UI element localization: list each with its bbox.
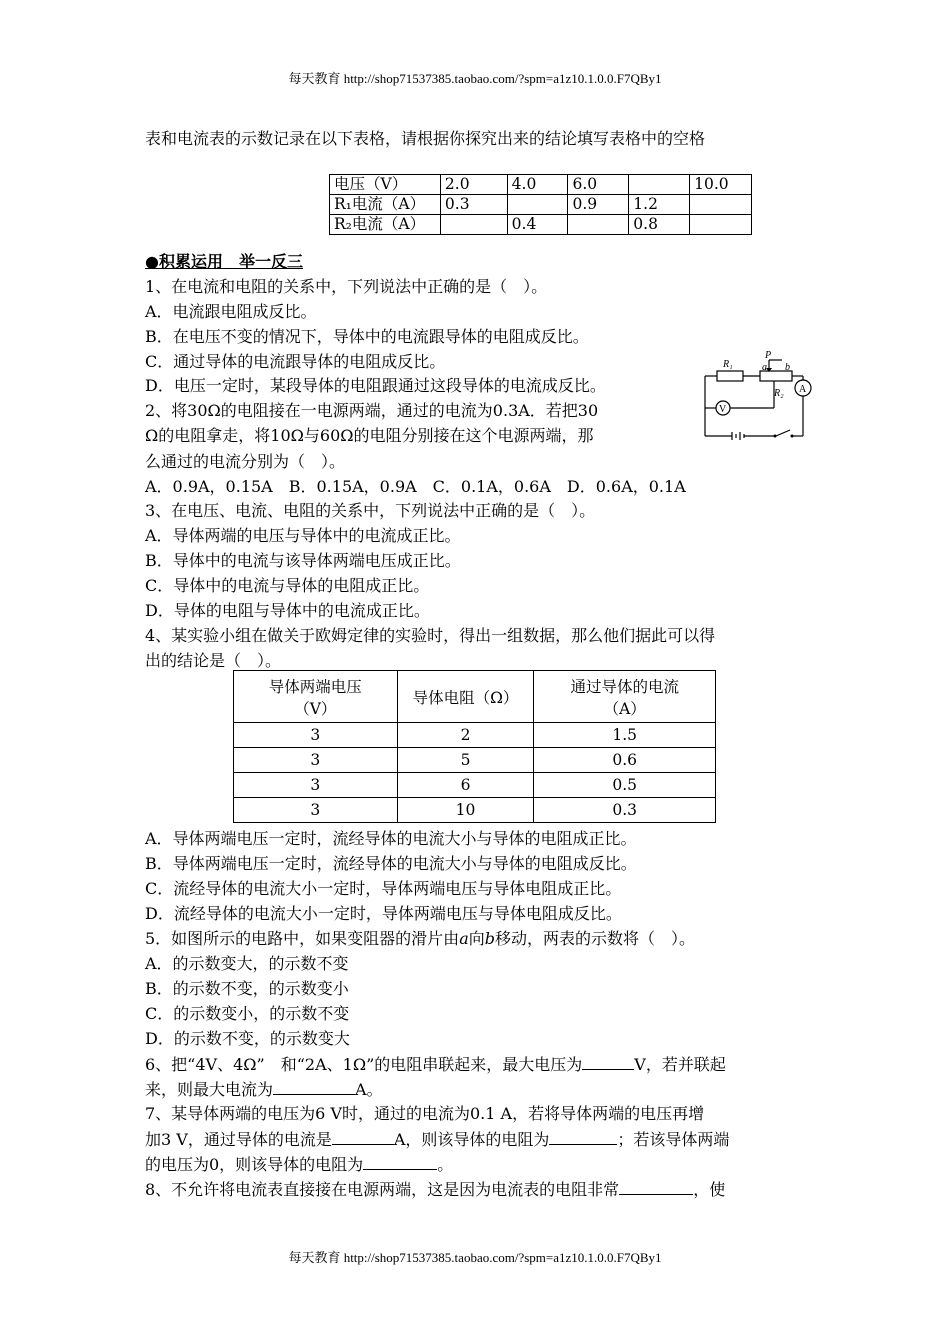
answer-blank[interactable] — [582, 1052, 634, 1070]
table-row — [234, 748, 716, 773]
q3-option-d: D．导体的电阻与导体中的电流成正比。 — [145, 601, 430, 620]
table-cell: 1.2 — [629, 195, 690, 215]
label-p: P — [765, 350, 772, 361]
table-cell — [690, 195, 752, 215]
page-header: 每天教育 http://shop71537385.taobao.com/?spm=a1z10.1.0.0.F7QBy1 — [288, 71, 662, 86]
switch-contact-icon — [774, 435, 777, 438]
q5-option-c: C．的示数变小，的示数不变 — [145, 1004, 350, 1023]
table-row — [234, 773, 716, 798]
q4-option-a: A．导体两端电压一定时，流经导体的电流大小与导体的电阻成正比。 — [145, 829, 637, 848]
q6-text: 6、把“4V、4Ω” 和“2A、1Ω”的电阻串联起来，最大电压为 — [145, 1055, 583, 1074]
table-header-cell: 导体电阻（Ω） — [397, 671, 534, 723]
table-cell: 0.8 — [629, 215, 690, 235]
q2-line-1: 2、将30Ω的电阻接在一电源两端，通过的电流为0.3A．若把30 — [145, 401, 599, 420]
table-cell: 5 — [397, 748, 534, 773]
section-title: ●积累运用 举一反三 — [145, 252, 303, 271]
table-cell: 0.6 — [534, 748, 716, 773]
q3-option-c: C．导体中的电流与导体的电阻成正比。 — [145, 576, 430, 595]
q5-option-d: D．的示数不变，的示数变大 — [145, 1029, 350, 1048]
q7-line-2 — [145, 1127, 729, 1152]
intro-text: 表和电流表的示数记录在以下表格，请根据你探究出来的结论填写表格中的空格 — [145, 129, 706, 148]
header-text: 通过导体的电流 — [570, 677, 679, 696]
q4-line-2: 出的结论是（ ）。 — [145, 651, 282, 670]
q3-option-a: A．导体两端的电压与导体中的电流成正比。 — [145, 526, 461, 545]
table-header-cell — [234, 671, 398, 723]
table-cell: 3 — [234, 798, 398, 823]
table-cell: 6.0 — [568, 175, 629, 195]
table-cell: 0.3 — [440, 195, 507, 215]
q6-text: 来，则最大电流为 — [145, 1080, 274, 1099]
answer-blank[interactable] — [363, 1152, 437, 1170]
header-unit: （A） — [603, 699, 646, 718]
q7-line-3 — [145, 1152, 453, 1177]
label-voltmeter: V — [719, 404, 727, 415]
table-cell: 3 — [234, 773, 398, 798]
q2-options: A．0.9A，0.15A B．0.15A，0.9A C．0.1A，0.6A D．0.6A，0.1A — [145, 477, 686, 496]
table-cell: 4.0 — [507, 175, 568, 195]
q5-point-b: b — [484, 929, 495, 948]
q4-option-d: D．流经导体的电流大小一定时，导体两端电压与导体电阻成反比。 — [145, 904, 622, 923]
q5-option-b: B．的示数不变，的示数变小 — [145, 979, 349, 998]
q5-stem-post: 移动，两表的示数将（ ）。 — [495, 929, 696, 948]
q7-text: 。 — [437, 1155, 454, 1174]
q8-text: 8、不允许将电流表直接接在电源两端，这是因为电流表的电阻非常 — [145, 1180, 620, 1199]
table-cell: 0.3 — [534, 798, 716, 823]
q6-line-1 — [145, 1052, 726, 1077]
q1-option-c: C．通过导体的电流跟导体的电阻成反比。 — [145, 352, 446, 371]
q1-option-a: A．电流跟电阻成反比。 — [145, 302, 317, 321]
table-cell: 电压（V） — [330, 175, 441, 195]
q6-text: V，若并联起 — [634, 1055, 726, 1074]
answer-blank[interactable] — [273, 1077, 355, 1095]
q3-option-b: B．导体中的电流与该导体两端电压成正比。 — [145, 551, 461, 570]
q5-stem-pre: 5．如图所示的电路中，如果变阻器的滑片由 — [145, 929, 460, 948]
q1-option-d: D．电压一定时，某段导体的电阻跟通过这段导体的电流成反比。 — [145, 376, 606, 395]
table-header-row — [234, 671, 716, 723]
label-a: a — [762, 362, 767, 373]
table-cell: 2.0 — [440, 175, 507, 195]
table-cell: 10 — [397, 798, 534, 823]
table-cell: 2 — [397, 723, 534, 748]
table-cell: 1.5 — [534, 723, 716, 748]
header-text: 导体两端电压 — [268, 677, 362, 696]
table-row — [330, 175, 752, 195]
table-cell: R₁电流（A） — [330, 195, 441, 215]
label-ammeter: A — [799, 384, 807, 395]
table-cell: 6 — [397, 773, 534, 798]
q8-text: ，使 — [693, 1180, 726, 1199]
table-row — [330, 195, 752, 215]
table-cell: 0.4 — [507, 215, 568, 235]
q7-line-1: 7、某导体两端的电压为6 V时，通过的电流为0.1 A，若将导体两端的电压再增 — [145, 1104, 705, 1123]
q5-option-a: A．的示数变大，的示数不变 — [145, 954, 349, 973]
resistor-r1-icon — [717, 371, 743, 381]
table-cell: 10.0 — [690, 175, 752, 195]
header-unit: （V） — [294, 699, 337, 718]
q7-text: ；若该导体两端 — [617, 1130, 730, 1149]
q6-text: A。 — [355, 1080, 383, 1099]
answer-blank[interactable] — [619, 1177, 693, 1195]
table-cell: 0.5 — [534, 773, 716, 798]
table-row — [330, 215, 752, 235]
switch-icon — [776, 430, 790, 436]
circuit-diagram — [690, 348, 825, 446]
table-header-cell — [534, 671, 716, 723]
q1-stem: 1、在电流和电阻的关系中，下列说法中正确的是（ ）。 — [145, 277, 548, 296]
q7-text: 加3 V，通过导体的电流是 — [145, 1130, 332, 1149]
table-cell: R₂电流（A） — [330, 215, 441, 235]
q5-point-a: a — [459, 929, 469, 948]
table-cell — [507, 195, 568, 215]
q2-line-2: Ω的电阻拿走，将10Ω与60Ω的电阻分别接在这个电源两端，那 — [145, 426, 594, 445]
answer-blank[interactable] — [549, 1127, 617, 1145]
switch-contact-icon — [791, 435, 794, 438]
q6-line-2 — [145, 1077, 383, 1102]
q5-stem-mid: 向 — [468, 929, 485, 948]
q2-line-3: 么通过的电流分别为（ ）。 — [145, 452, 346, 471]
table-cell: 3 — [234, 748, 398, 773]
table-cell: 3 — [234, 723, 398, 748]
q7-text: A，则该导体的电阻为 — [393, 1130, 550, 1149]
table-row — [234, 798, 716, 823]
data-table-2 — [233, 670, 716, 823]
q5-stem — [145, 927, 695, 951]
table-cell — [568, 215, 629, 235]
page-footer: 每天教育 http://shop71537385.taobao.com/?spm=a1z10.1.0.0.F7QBy1 — [288, 1250, 662, 1265]
table-cell — [440, 215, 507, 235]
label-r1: R₁ — [723, 359, 733, 370]
q1-option-b: B．在电压不变的情况下，导体中的电流跟导体的电阻成反比。 — [145, 327, 589, 346]
q4-line-1: 4、某实验小组在做关于欧姆定律的实验时，得出一组数据，那么他们据此可以得 — [145, 626, 716, 645]
answer-blank[interactable] — [332, 1127, 394, 1145]
data-table-1 — [329, 174, 752, 235]
label-b: b — [785, 362, 790, 373]
table-row — [234, 723, 716, 748]
label-r2: R₂ — [774, 388, 784, 399]
q7-text: 的电压为0，则该导体的电阻为 — [145, 1155, 364, 1174]
q4-option-b: B．导体两端电压一定时，流经导体的电流大小与导体的电阻成反比。 — [145, 854, 637, 873]
q8-line-1 — [145, 1177, 725, 1202]
table-cell: 0.9 — [568, 195, 629, 215]
table-cell — [690, 215, 752, 235]
q4-option-c: C．流经导体的电流大小一定时，导体两端电压与导体电阻成正比。 — [145, 879, 622, 898]
table-cell — [629, 175, 690, 195]
q3-stem: 3、在电压、电流、电阻的关系中，下列说法中正确的是（ ）。 — [145, 501, 596, 520]
